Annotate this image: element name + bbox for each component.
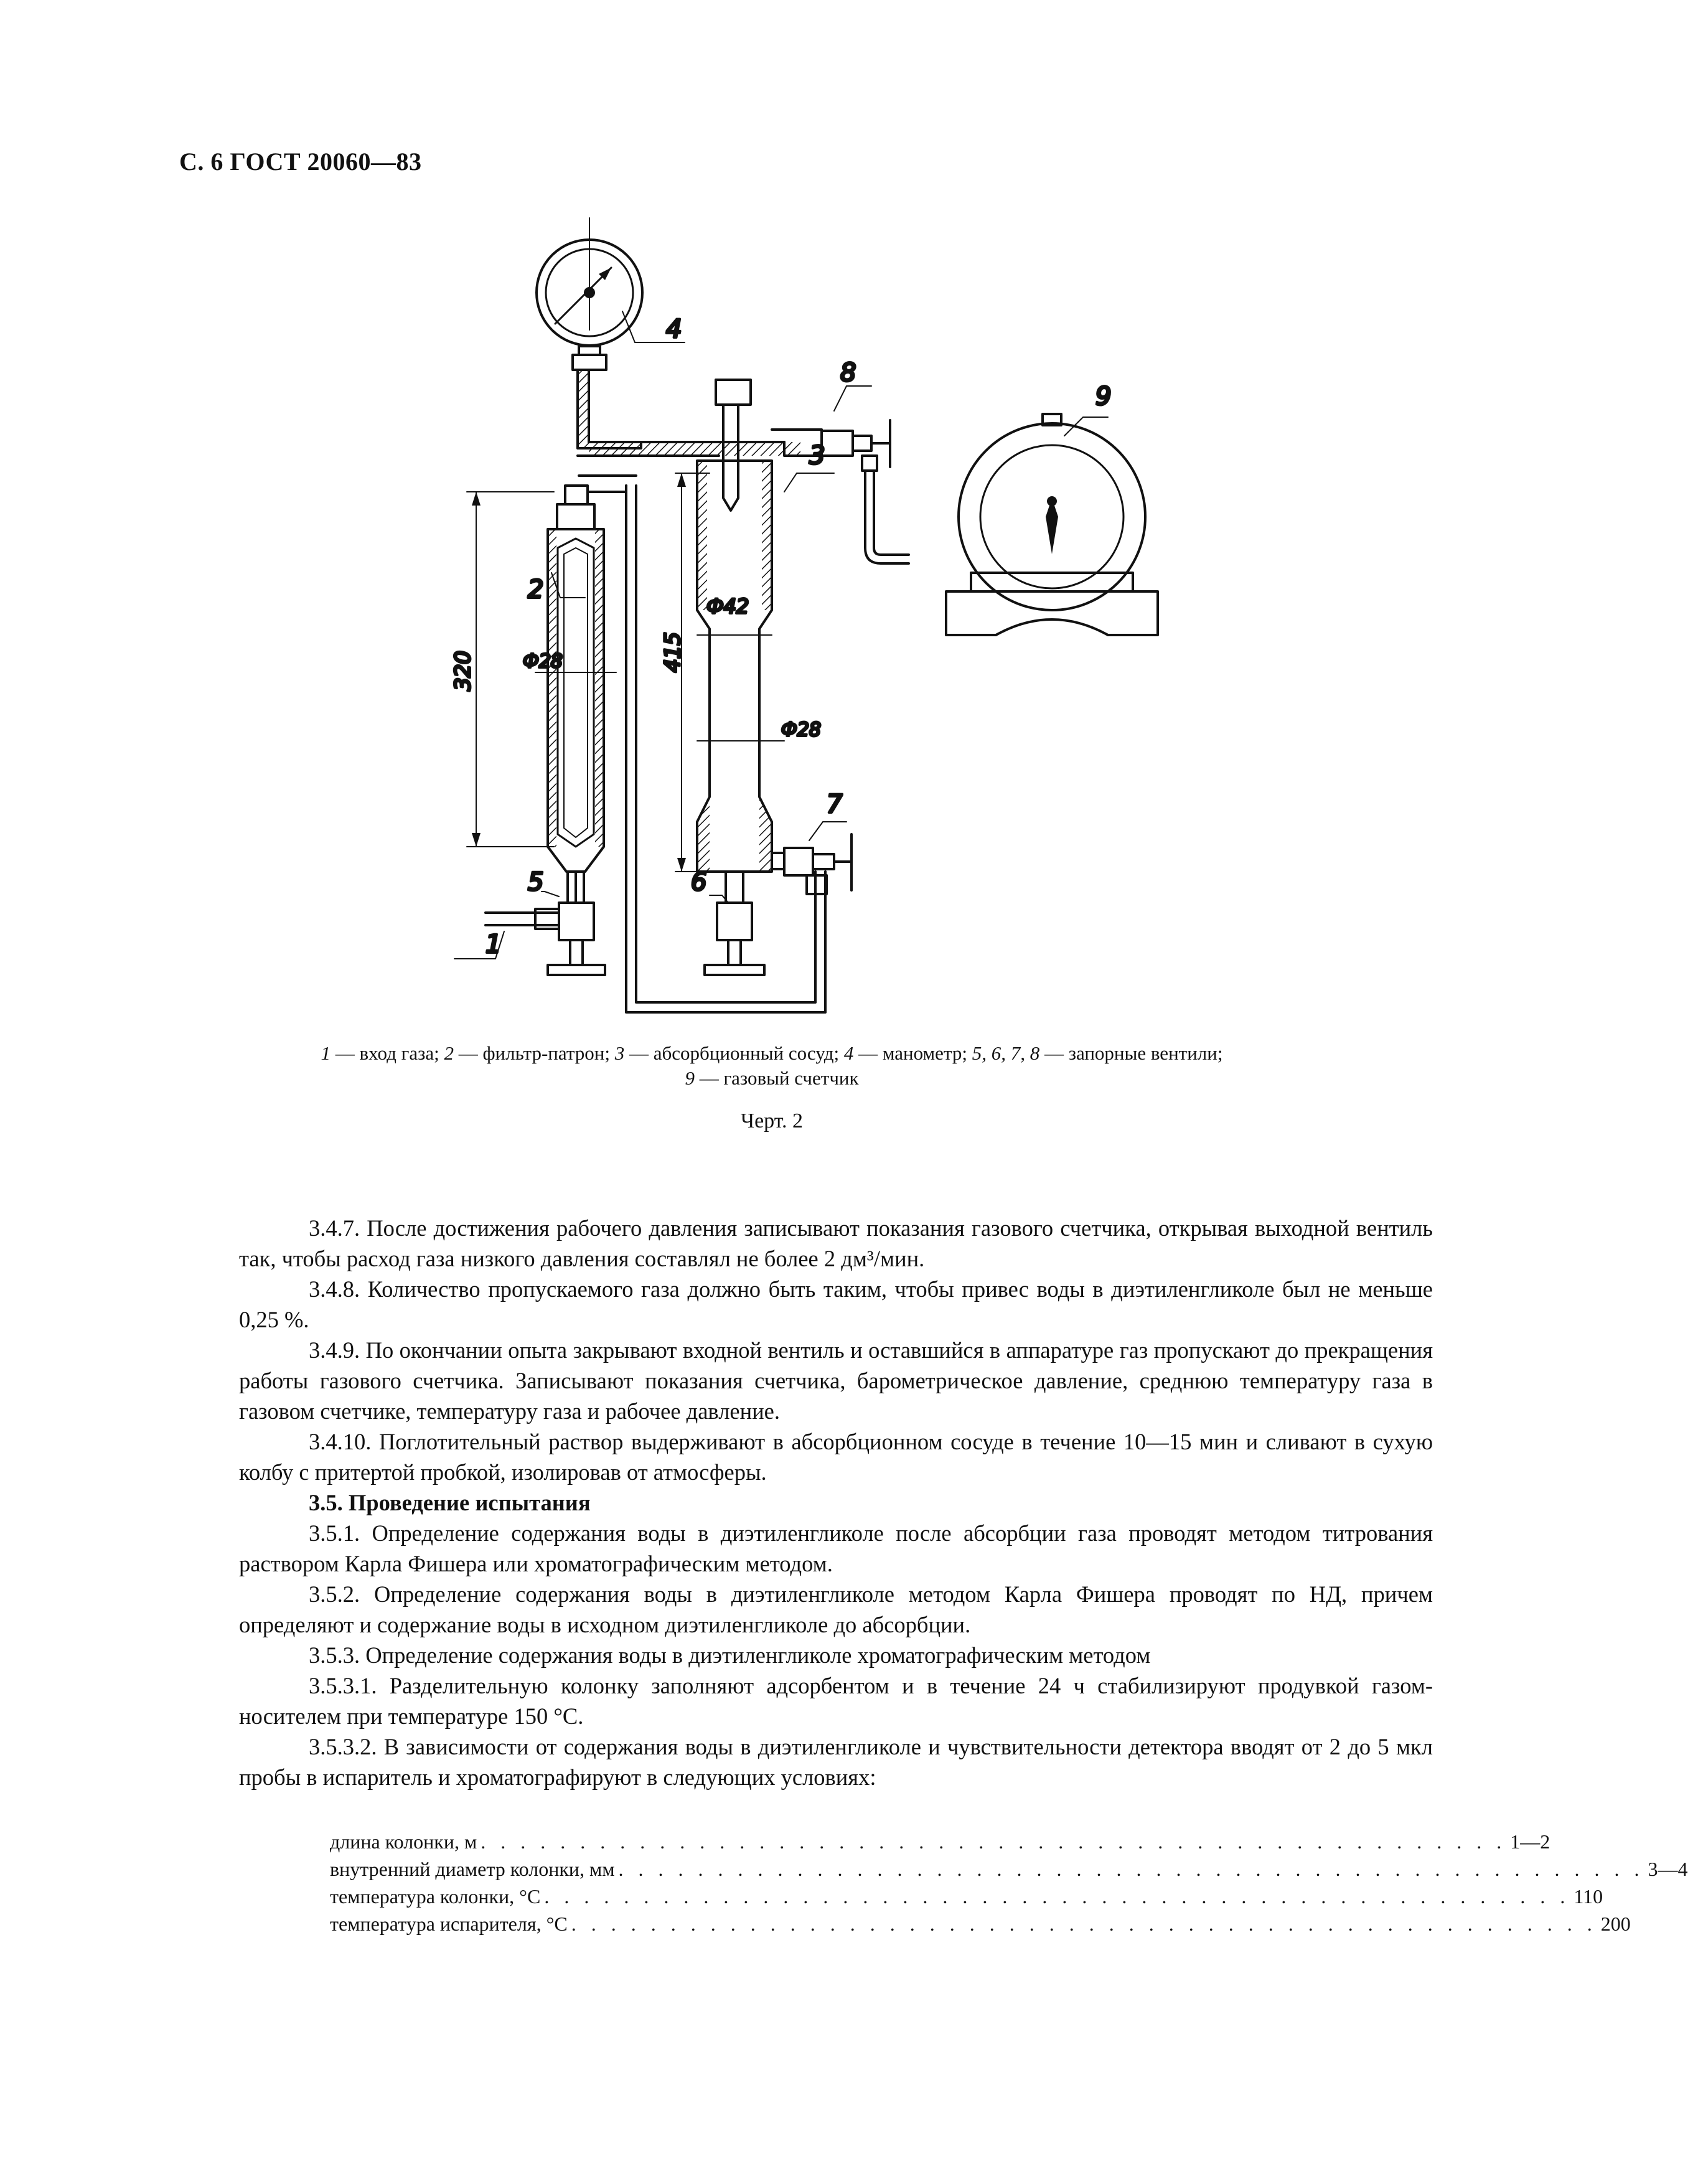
valve-5 xyxy=(454,892,605,975)
filter-cartridge xyxy=(535,486,616,903)
dim-phi28-filter: Ф28 xyxy=(523,651,563,672)
caption-item-number: 2 xyxy=(444,1042,454,1064)
caption-item-number: 3 xyxy=(614,1042,625,1064)
conditions-list xyxy=(330,1828,1688,1937)
paragraph-3-4-9: 3.4.9. По окончании опыта закрывают входной вентиль и оставшийся в аппаратуре газ пропускают до прекращения работы газового счетчика. Записывают показания счетчика, барометрическое давление, среднюю температуру газа в газовом счетчике, температуру газа и рабочее давление. xyxy=(239,1337,1433,1424)
valve-8 xyxy=(822,386,909,563)
label-5: 5 xyxy=(528,868,544,897)
condition-row xyxy=(330,1855,1688,1883)
caption-item-text: — газовый счетчик xyxy=(694,1067,859,1089)
caption-item-text: — запорные вентили; xyxy=(1039,1042,1223,1064)
apparatus-drawing xyxy=(436,199,1201,1033)
caption-item-number: 5, 6, 7, 8 xyxy=(972,1042,1040,1064)
condition-label: длина колонки, м xyxy=(330,1830,477,1853)
caption-line-1 xyxy=(187,1041,1357,1066)
body-text xyxy=(239,1213,1433,1792)
label-6: 6 xyxy=(691,868,707,897)
condition-row xyxy=(330,1883,1603,1910)
paragraph-3-4-7: 3.4.7. После достижения рабочего давления записывают показания газового счетчика, открывая выходной вентиль так, чтобы расход газа низкого давления составлял не более 2 дм³/мин. xyxy=(239,1215,1433,1271)
label-8: 8 xyxy=(840,359,856,387)
paragraph-3-5-3-1: 3.5.3.1. Разделительную колонку заполняют адсорбентом и в течение 24 ч стабилизируют продувкой газом-носителем при температуре 150 °С. xyxy=(239,1673,1433,1729)
caption-item-number: 9 xyxy=(685,1067,695,1089)
caption-line-2 xyxy=(187,1066,1357,1091)
label-1: 1 xyxy=(485,930,502,959)
paragraph-3-4-8: 3.4.8. Количество пропускаемого газа должно быть таким, чтобы привес воды в диэтиленгликоле был не меньше 0,25 %. xyxy=(239,1276,1433,1332)
dim-phi42: Ф42 xyxy=(706,595,749,618)
paragraph-3-4-10: 3.4.10. Поглотительный раствор выдерживают в абсорбционном сосуде в течение 10—15 мин и сливают в сухую колбу с притертой пробкой, изолировав от атмосферы. xyxy=(239,1429,1433,1485)
page-header: С. 6 ГОСТ 20060—83 xyxy=(179,148,422,176)
valve-6 xyxy=(705,872,764,975)
label-4: 4 xyxy=(666,315,682,344)
condition-value: 1—2 xyxy=(1510,1830,1550,1853)
condition-label: температура испарителя, °С xyxy=(330,1913,568,1935)
figure-number: Черт. 2 xyxy=(740,1109,804,1132)
figure-caption xyxy=(187,1041,1357,1091)
caption-item-text: — манометр; xyxy=(853,1042,972,1064)
caption-item-text: — абсорбционный сосуд; xyxy=(624,1042,844,1064)
paragraph-3-5-3-2: 3.5.3.2. В зависимости от содержания воды в диэтиленгликоле и чувствительности детектора вводят от 2 до 5 мкл пробы в испаритель и хроматографируют в следующих условиях: xyxy=(239,1734,1433,1790)
label-9: 9 xyxy=(1095,382,1112,411)
dim-phi28-vessel: Ф28 xyxy=(781,719,821,741)
caption-item-number: 4 xyxy=(843,1042,854,1064)
gas-meter xyxy=(946,414,1158,635)
leader-dots: . . . . . . . . . . . . . . . . . . . . . . . . . . . . . . . . . . . . . . . . . . . . . . . . . . . . xyxy=(544,1885,1570,1908)
manometer xyxy=(537,218,685,448)
caption-item-text: — вход газа; xyxy=(331,1042,444,1064)
valve-7 xyxy=(772,822,851,894)
dim-415: 415 xyxy=(660,632,685,672)
condition-row xyxy=(330,1910,1631,1937)
leader-dots: . . . . . . . . . . . . . . . . . . . . . . . . . . . . . . . . . . . . . . . . . . . . . . . . . . . . xyxy=(571,1913,1597,1935)
caption-item-text: — фильтр-патрон; xyxy=(453,1042,615,1064)
condition-row xyxy=(330,1828,1550,1855)
label-3: 3 xyxy=(809,441,825,470)
condition-value: 200 xyxy=(1600,1913,1631,1935)
condition-label: внутренний диаметр колонки, мм xyxy=(330,1858,615,1880)
condition-value: 110 xyxy=(1574,1885,1603,1908)
condition-value: 3—4 xyxy=(1648,1858,1688,1880)
caption-item-number: 1 xyxy=(321,1042,331,1064)
label-7: 7 xyxy=(827,790,843,819)
dim-320: 320 xyxy=(451,651,476,691)
leader-dots: . . . . . . . . . . . . . . . . . . . . . . . . . . . . . . . . . . . . . . . . . . . . . . . . . . . . xyxy=(618,1858,1644,1880)
label-2: 2 xyxy=(528,575,544,604)
top-pipe xyxy=(578,430,822,456)
paragraph-3-5-3: 3.5.3. Определение содержания воды в диэтиленгликоле хроматографическим методом xyxy=(309,1642,1151,1668)
paragraph-3-5-2: 3.5.2. Определение содержания воды в диэтиленгликоле методом Карла Фишера проводят по НД, причем определяют и содержание воды в исходном диэтиленгликоле до абсорбции. xyxy=(239,1581,1433,1637)
condition-label: температура колонки, °С xyxy=(330,1885,541,1908)
leader-dots: . . . . . . . . . . . . . . . . . . . . . . . . . . . . . . . . . . . . . . . . . . . . . . . . . . . . xyxy=(481,1830,1507,1853)
paragraph-3-5-1: 3.5.1. Определение содержания воды в диэтиленгликоле после абсорбции газа проводят методом титрования раствором Карла Фишера или хроматографическим методом. xyxy=(239,1520,1433,1576)
section-heading-3-5: 3.5. Проведение испытания xyxy=(309,1490,591,1515)
